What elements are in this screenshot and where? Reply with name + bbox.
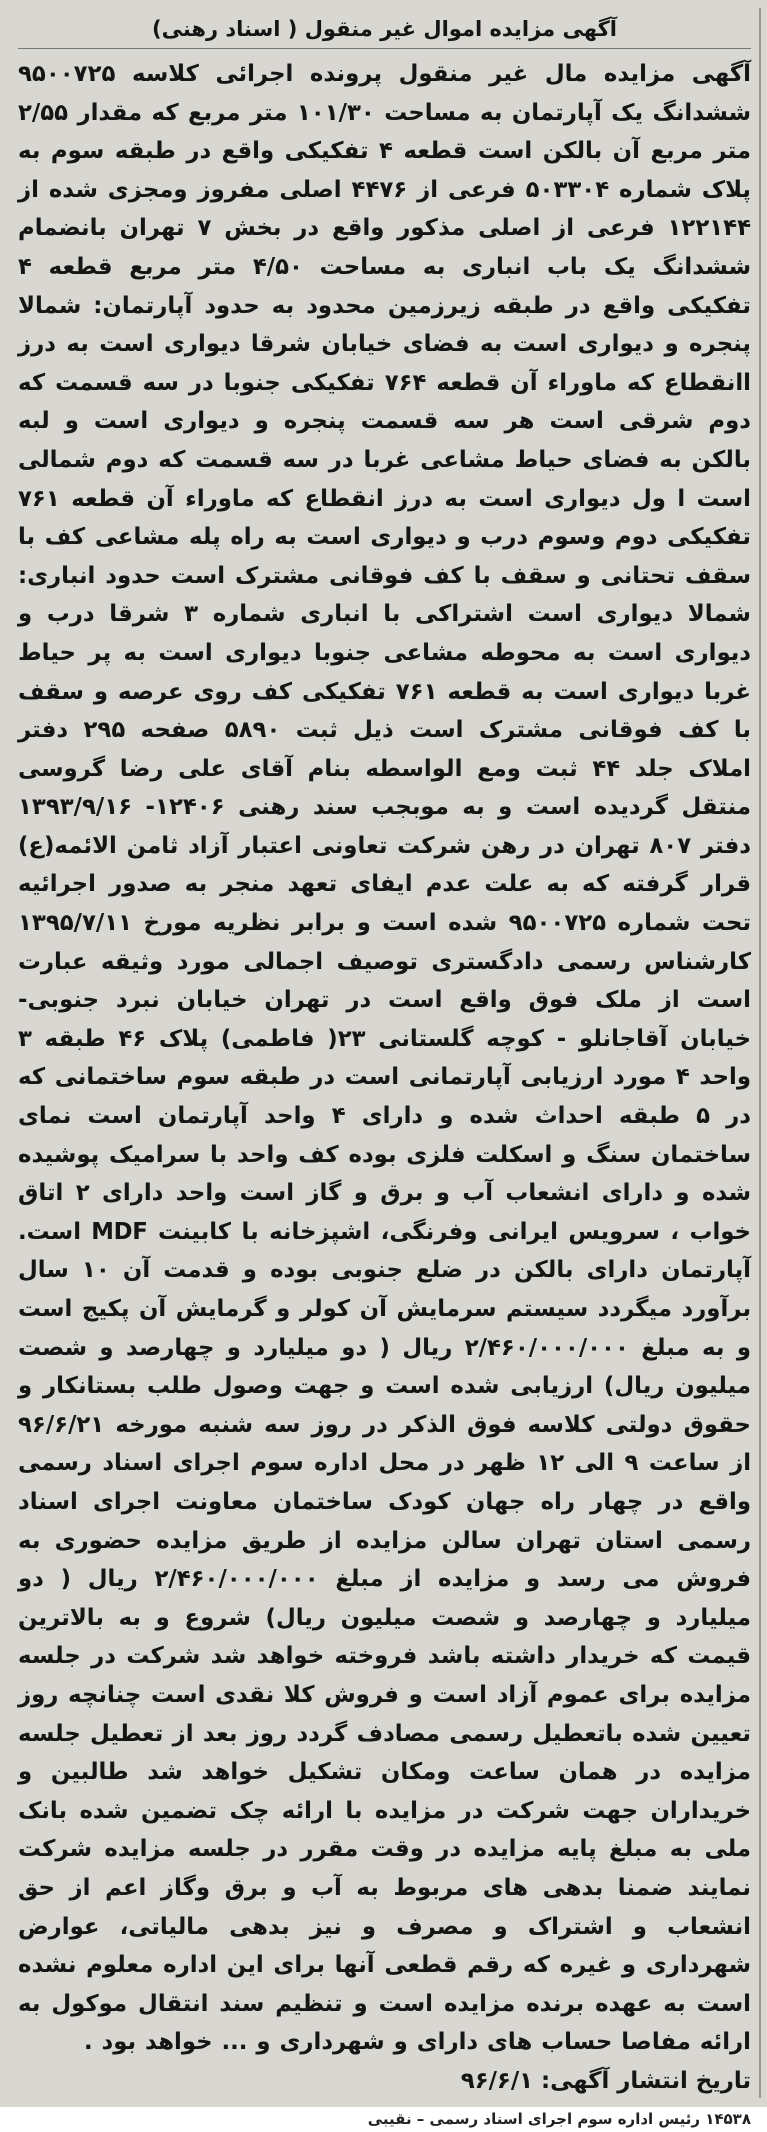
notice-body: آگهی مزایده مال غیر منقول پرونده اجرائی کلاسه ۹۵۰۰۷۲۵ ششدانگ یک آپارتمان به مساحت ۱۰۱/۳۰ متر مربع که مقدار ۲/۵۵ متر مربع آن بالکن است قطعه ۴ تفکیکی واقع در طبقه سوم به پلاک شماره ۵۰۳۳۰۴ فرعی از ۴۴۷۶ اصلی مفروز ومجزی شده از ۱۲۲۱۴۴ فرعی از اصلی مذکور واقع در بخش ۷ تهران بانضمام ششدانگ یک باب انباری به مساحت ۴/۵۰ متر مربع قطعه ۴ تفکیکی واقع در طبقه زیرزمین محدود به حدود آپارتمان: شمالا پنجره و دیواری است به فضای خیابان شرقا دیواری است به درز اانقطاع که ماوراء آن قطعه ۷۶۴ تفکیکی جنوبا در سه قسمت که دوم شرقی است هر سه قسمت پنجره و دیواری است و لبه بالکن به فضای حیاط مشاعی غربا در سه قسمت که دوم شمالی است ا ول دیواری است به درز انقطاع که ماوراء آن قطعه ۷۶۱ تفکیکی دوم وسوم درب و دیواری است به راه پله مشاعی کف با سقف تحتانی و سقف با کف فوقانی مشترک است حدود انباری: شمالا دیواری است اشتراکی با انباری شماره ۳ شرقا درب و دیواری است به محوطه مشاعی جنوبا دیواری است به پر حیاط غربا دیواری است به قطعه ۷۶۱ تفکیکی کف روی عرصه و سقف با کف فوقانی مشترک است ذیل ثبت ۵۸۹۰ صفحه ۲۹۵ دفتر املاک جلد ۴۴ ثبت ومع الواسطه بنام آقای علی رضا گروسی منتقل گردیده است و به موبجب سند رهنی ۱۲۴۰۶- ۱۳۹۳/۹/۱۶ دفتر ۸۰۷ تهران در رهن شرکت تعاونی اعتبار آزاد ثامن الائمه(ع) قرار گرفته که به علت عدم ایفای تعهد منجر به صدور اجرائیه تحت شماره ۹۵۰۰۷۲۵ شده است و برابر نظریه مورخ ۱۳۹۵/۷/۱۱ کارشناس رسمی دادگستری توصیف اجمالی مورد وثیقه عبارت است از ملک فوق واقع است در تهران خیابان نبرد جنوبی- خیابان آقاجانلو - کوچه گلستانی ۲۳( فاطمی) پلاک ۴۶ طبقه ۳ واحد ۴ مورد ارزیابی آپارتمانی است در طبقه سوم ساختمانی که در ۵ طبقه احداث شده و دارای ۴ واحد آپارتمان است نمای ساختمان سنگ و اسکلت فلزی بوده کف واحد با سرامیک پوشیده شده و دارای انشعاب آب و برق و گاز است واحد دارای ۲ اتاق خواب ، سرویس ایرانی وفرنگی، اشپزخانه با کابینت MDF است. آپارتمان دارای بالکن در ضلع جنوبی بوده و قدمت آن ۱۰ سال برآورد میگردد سیستم سرمایش آن کولر و گرمایش آن پکیج است و به مبلغ ۲/۴۶۰/۰۰۰/۰۰۰ ریال ( دو میلیارد و چهارصد و شصت میلیون ریال) ارزیابی شده است و جهت وصول طلب بستانکار و حقوق دولتی کلاسه فوق الذکر در روز سه شنبه مورخه ۹۶/۶/۲۱ از ساعت ۹ الی ۱۲ ظهر در محل اداره سوم اجرای اسناد رسمی واقع در چهار راه جهان کودک ساختمان معاونت اجرای اسناد رسمی استان تهران سالن مزایده از طریق مزایده حضوری به فروش می رسد و مزایده از مبلغ ۲/۴۶۰/۰۰۰/۰۰۰ ریال ( دو میلیارد و چهارصد و شصت میلیون ریال) شروع و به بالاترین قیمت که خریدار داشته باشد فروخته خواهد شد شرکت در جلسه مزایده برای عموم آزاد است و فروش کلا نقدی است چنانچه روز تعیین شده باتعطیل رسمی مصادف گردد روز بعد از تعطیل جلسه مزایده در همان ساعت ومکان تشکیل خواهد شد طالبین و خریداران جهت شرکت در مزایده با ارائه چک تضمین شده بانک ملی به مبلغ پایه مزایده در وقت مقرر در جلسه مزایده شرکت نمایند ضمنا بدهی های مربوط به آب و برق وگاز اعم از حق انشعاب و اشتراک و مصرف و نیز بدهی مالیاتی، عوارض شهرداری و غیره که رقم قطعی آنها برای این اداره معلوم نشده است به عهده برنده مزایده است و تنظیم سند انتقال موکول به ارائه مفاصا حساب های دارای و شهرداری و ... خواهد بود . [18,61,752,2056]
signature-line: ۱۴۵۳۸ رئیس اداره سوم اجرای اسناد رسمی – نقیبی [367,2109,751,2128]
notice-title: آگهی مزایده اموال غیر منقول ( اسناد رهنی) [18,14,751,49]
publish-date: تاریخ انتشار آگهی: ۹۶/۶/۱ [460,2067,751,2094]
column-rule [759,8,761,2098]
